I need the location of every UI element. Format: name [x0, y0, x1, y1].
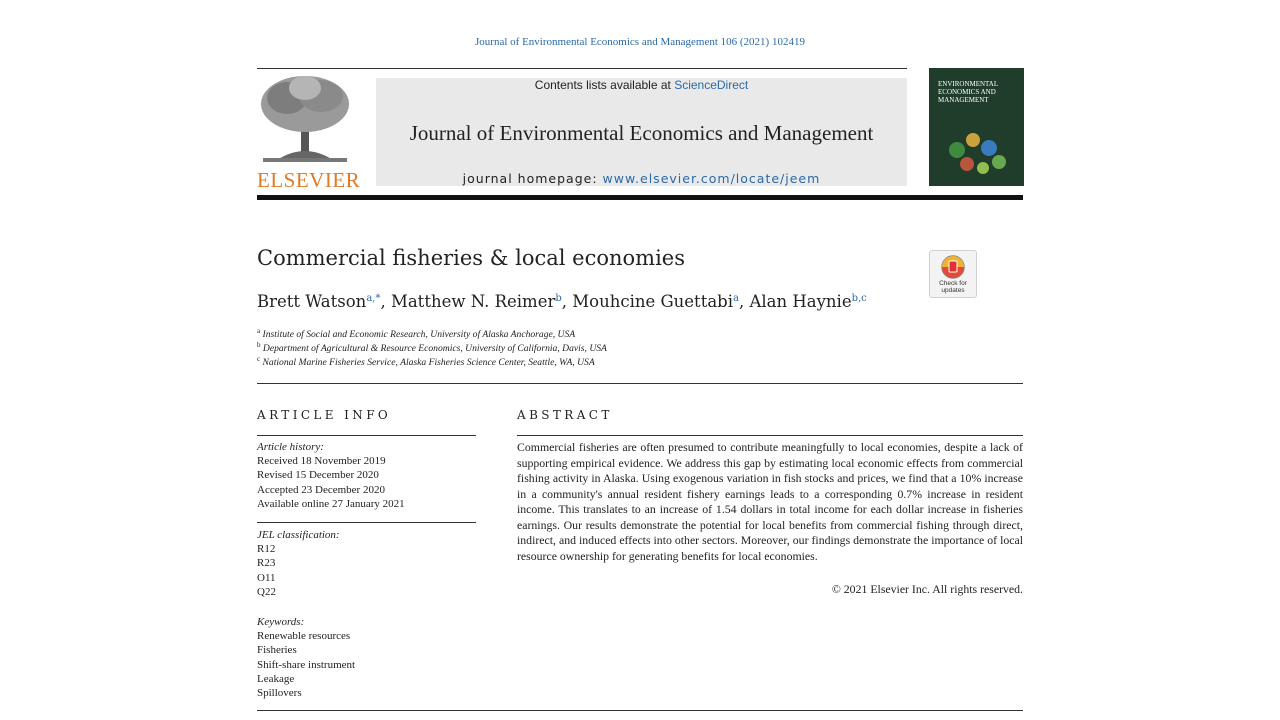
check-for-updates-button[interactable]: [929, 250, 977, 298]
affiliation-mark: a: [257, 327, 261, 335]
keyword-item: Renewable resources: [257, 630, 351, 643]
homepage-prefix: journal homepage:: [462, 171, 603, 186]
author-name[interactable]: Matthew N. Reimer: [390, 292, 556, 311]
jel-classification: [257, 528, 340, 599]
affiliation-text: National Marine Fisheries Service, Alaska Fisheries Science Center, Seattle, WA, USA: [262, 357, 595, 369]
author-name[interactable]: Brett Watson: [257, 292, 367, 311]
author-affiliation-mark[interactable]: a: [733, 293, 739, 304]
cover-title: ENVIRONMENTAL ECONOMICS AND MANAGEMENT: [938, 80, 998, 104]
journal-title: Journal of Environmental Economics and Management: [409, 121, 874, 145]
jel-code: Q22: [257, 585, 276, 598]
author-list: Brett Watson$^{a,*}$, Matthew N. Reimer$^b$, Mouhcine Guettabi$^a$, Alan Haynie$^{b,c}$: [257, 292, 867, 311]
keyword-item: Spillovers: [257, 687, 302, 700]
affiliation: [257, 355, 595, 368]
header-top-rule: [257, 68, 907, 69]
article-title: Commercial fisheries & local economies: [257, 246, 685, 270]
homepage-line: [376, 171, 907, 186]
check-updates-label: Check for updates: [939, 280, 967, 294]
elsevier-wordmark: ELSEVIER: [257, 168, 361, 192]
journal-citation[interactable]: Journal of Environmental Economics and Management 106 (2021) 102419: [475, 36, 805, 48]
affiliation: [257, 341, 607, 354]
homepage-link[interactable]: www.elsevier.com/locate/jeem: [602, 171, 821, 186]
copyright-notice: © 2021 Elsevier Inc. All rights reserved.: [831, 582, 1023, 596]
keyword-item: Shift-share instrument: [257, 658, 356, 671]
article-info-rule: [257, 435, 476, 436]
abstract-text: Commercial fisheries are often presumed to contribute meaningfully to local economies, despite a lack of supporting empirical evidence. We address this gap by estimating local economic effects from commercial fishing activity in Alaska. Using exogenous variation in fish stocks and prices, we find that a 10% increase in a community's annual resident fishery earnings leads to a corresponding 0.7% increase in resident income. This translates to an increase of 1.54 dollars in total income for each dollar increase in fisheries earnings. Our results demonstrate the potential for local benefits from commercial fishing through direct, indirect, and induced effects into other sectors. Moreover, our findings demonstrate the importance of local resource ownership for generating benefits for local economies.: [517, 440, 1023, 563]
affiliations-rule: [257, 383, 1023, 384]
affiliation-text: Department of Agricultural & Resource Economics, University of California, Davis, USA: [262, 343, 607, 355]
keywords-label: Keywords:: [257, 616, 305, 628]
history-item: Accepted 23 December 2020: [257, 483, 385, 496]
author-name[interactable]: Mouhcine Guettabi: [572, 292, 733, 311]
keywords: [257, 615, 355, 700]
article-history: [257, 440, 405, 511]
history-item: Revised 15 December 2020: [257, 469, 379, 482]
jel-code: O11: [257, 571, 276, 584]
keyword-item: Fisheries: [257, 644, 297, 657]
jel-code: R23: [257, 557, 276, 570]
author-affiliation-mark[interactable]: b: [555, 293, 562, 304]
contents-line: [376, 78, 907, 92]
header-bottom-rule: [257, 195, 1023, 200]
author-affiliation-mark[interactable]: b,c: [851, 293, 867, 304]
bottom-rule: [257, 710, 1023, 711]
abstract-heading: ABSTRACT: [517, 408, 613, 422]
author-affiliation-mark[interactable]: a,*: [366, 293, 381, 304]
affiliation-mark: c: [257, 355, 261, 363]
check-updates-icon: [930, 252, 976, 282]
affiliation-text: Institute of Social and Economic Research, University of Alaska Anchorage, USA: [262, 329, 576, 341]
abstract-rule: [517, 435, 1023, 436]
affiliation-mark: b: [257, 341, 261, 349]
journal-cover-image[interactable]: [929, 68, 1024, 186]
keyword-item: Leakage: [257, 672, 295, 685]
history-item: Available online 27 January 2021: [257, 497, 405, 510]
affiliation: [257, 327, 575, 340]
sciencedirect-link[interactable]: ScienceDirect: [674, 78, 749, 92]
jel-code: R12: [257, 543, 276, 556]
jel-label: JEL classification:: [257, 529, 340, 541]
history-label: Article history:: [257, 441, 324, 453]
contents-prefix: Contents lists available at: [534, 78, 675, 92]
jel-rule: [257, 522, 476, 523]
history-item: Received 18 November 2019: [257, 455, 386, 468]
author-name[interactable]: Alan Haynie: [749, 292, 852, 311]
article-info-heading: ARTICLE INFO: [257, 408, 392, 422]
